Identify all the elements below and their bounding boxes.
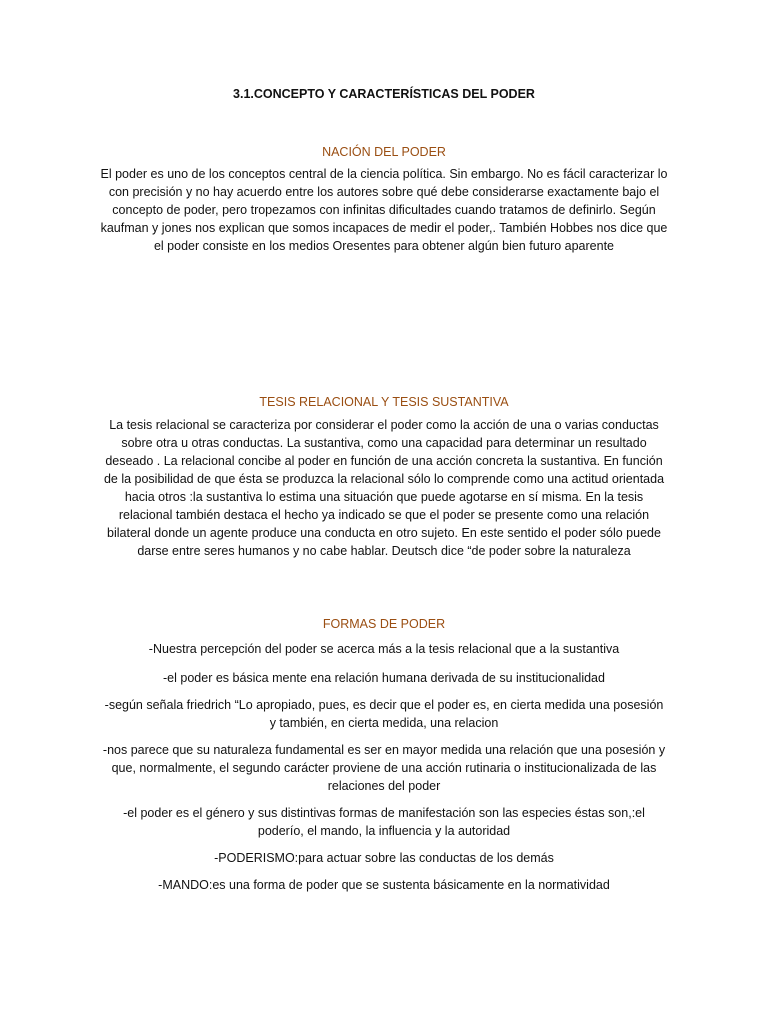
section-paragraph-tesis-relacional: La tesis relacional se caracteriza por considerar el poder como la acción de una o varias conductas sobre otra u otras conductas. La sustantiva, como una capacidad para determinar un resultado deseado . La relacional concibe al poder en función de una acción concreta la sustantiva. En función de la posibilidad de que ésta se produzca la relacional sólo lo comprende como una actitud orientada hacia otros :la sustantiva lo estima una situación que puede agotarse en sí misma. En la tesis relacional también destaca el hecho ya indicado se que el poder se presente como una relación bilateral donde un agente produce una conducta en otro sujeto. En este sentido el poder sólo puede darse entre seres humanos y no cabe hablar. Deutsch dice “de poder sobre la naturaleza xyxy=(103,418,665,558)
section-heading-tesis-relacional: TESIS RELACIONAL Y TESIS SUSTANTIVA xyxy=(259,395,509,409)
section-heading-nacion-del-poder: NACIÓN DEL PODER xyxy=(322,145,446,159)
list-item: -nos parece que su naturaleza fundamental es ser en mayor medida una relación que una posesión y que, normalmente, el segundo carácter proviene de una acción rutinaria o institucionalizada de las relaciones del poder xyxy=(102,743,666,793)
section-heading-formas-de-poder: FORMAS DE PODER xyxy=(322,617,446,631)
section-paragraph-nacion-del-poder: El poder es uno de los conceptos central de la ciencia política. Sin embargo. No es fácil caracterizar lo con precisión y no hay acuerdo entre los autores sobre qué debe considerarse exactamente bajo el concepto de poder, pero tropezamos con infinitas dificultades cuando tratamos de definirlo. Según kaufman y jones nos explican que somos incapaces de medir el poder,. También Hobbes nos dice que el poder consiste en los medios Oresentes para obtener algún bien futuro aparente xyxy=(100,167,668,253)
list-item: -según señala friedrich “Lo apropiado, pues, es decir que el poder es, en cierta medida una posesión y también, en cierta medida, una relacion xyxy=(104,698,664,730)
list-item: -el poder es el género y sus distintivas formas de manifestación son las especies éstas son,:el poderío, el mando, la influencia y la autoridad xyxy=(123,806,645,838)
list-item: -MANDO:es una forma de poder que se sustenta básicamente en la normatividad xyxy=(158,878,610,892)
document-title: 3.1.CONCEPTO Y CARACTERÍSTICAS DEL PODER xyxy=(233,87,535,101)
list-item: -Nuestra percepción del poder se acerca más a la tesis relacional que a la sustantiva xyxy=(148,642,620,656)
list-item: -el poder es básica mente ena relación humana derivada de su institucionalidad xyxy=(163,671,605,685)
list-item: -PODERISMO:para actuar sobre las conductas de los demás xyxy=(214,851,554,865)
